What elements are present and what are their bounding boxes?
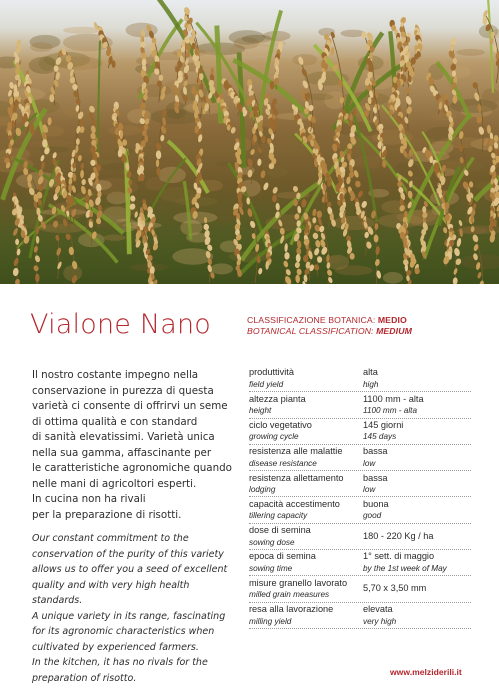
spec-value-en: low <box>363 458 376 468</box>
spec-value-it: bassa <box>363 446 388 457</box>
spec-row <box>249 603 471 629</box>
spec-value-en: very high <box>363 616 397 626</box>
spec-label-it: resa alla lavorazione <box>249 604 334 615</box>
spec-label-it: produttività <box>249 367 294 378</box>
botanical-classification <box>247 315 412 337</box>
spec-row <box>249 524 471 550</box>
spec-row <box>249 445 471 471</box>
spec-label-it: ciclo vegetativo <box>249 419 312 430</box>
spec-label-en: milling yield <box>249 616 292 626</box>
spec-value-en: low <box>363 485 376 495</box>
spec-label-en: milled grain measures <box>249 590 330 600</box>
spec-label-it: misure granello lavorato <box>249 577 348 588</box>
spec-value-en: high <box>363 379 379 389</box>
description-english: Our constant commitment to the conservation of the purity of this variety allows us to offer you a seed of excellent quality and with very high health standards. A unique variety in its range, fascinating for its agronomic characteristics when cultivated by experienced farmers. In the kitchen, it has no rivals for the preparation of risotto. <box>32 533 228 684</box>
spec-row <box>249 550 471 576</box>
spec-value-en: good <box>363 511 382 521</box>
spec-label-it: epoca di semina <box>249 551 316 562</box>
page-title: Vialone Nano <box>30 309 212 340</box>
spec-label-en: disease resistance <box>249 458 317 468</box>
spec-value-it: 180 - 220 Kg / ha <box>363 530 434 541</box>
spec-value-it: 1100 mm - alta <box>363 393 424 404</box>
spec-value-it: bassa <box>363 472 388 483</box>
spec-row <box>249 419 471 445</box>
spec-row <box>249 576 471 602</box>
website-link[interactable]: www.melziderili.it <box>390 667 462 677</box>
spec-label-it: capacità accestimento <box>249 498 340 509</box>
spec-value-en: 1100 mm - alta <box>363 406 417 416</box>
spec-row <box>249 497 471 523</box>
spec-label-it: altezza pianta <box>249 393 306 404</box>
spec-value-it: alta <box>363 367 378 378</box>
specs-table <box>249 366 471 629</box>
spec-row <box>249 366 471 392</box>
spec-label-en: sowing dose <box>249 537 295 547</box>
spec-label-it: resistenza alle malattie <box>249 446 343 457</box>
spec-row <box>249 392 471 418</box>
spec-label-en: growing cycle <box>249 432 299 442</box>
description <box>32 368 232 686</box>
spec-label-en: lodging <box>249 485 276 495</box>
spec-label-it: resistenza allettamento <box>249 472 344 483</box>
spec-value-en: 145 days <box>363 432 397 442</box>
classification-it: CLASSIFICAZIONE BOTANICA: MEDIO <box>247 315 407 325</box>
classification-en: BOTANICAL CLASSIFICATION: MEDIUM <box>247 326 412 336</box>
spec-value-it: elevata <box>363 604 393 615</box>
spec-value-it: buona <box>363 498 389 509</box>
spec-label-en: sowing time <box>249 563 293 573</box>
spec-label-it: dose di semina <box>249 525 311 536</box>
spec-label-en: field yield <box>249 379 284 389</box>
rice-field-illustration <box>0 0 499 284</box>
spec-value-en: by the 1st week of May <box>363 563 447 573</box>
description-italian: Il nostro costante impegno nella conservazione in purezza di questa varietà ci consente di offrirvi un seme di ottima qualità e con standard di sanità elevatissimi. Varietà unica nella sua gamma, affascinante per le caratteristiche agronomiche quando nelle mani di agricoltori esperti. In cucina non ha rivali per la preparazione di risotti. <box>32 369 232 521</box>
spec-label-en: tillering capacity <box>249 511 308 521</box>
rice-field-photo <box>0 0 499 284</box>
spec-value-it: 5,70 x 3,50 mm <box>363 583 427 594</box>
spec-label-en: height <box>249 406 272 416</box>
spec-value-it: 145 giorni <box>363 419 404 430</box>
spec-value-it: 1° sett. di maggio <box>363 551 435 562</box>
spec-row <box>249 471 471 497</box>
